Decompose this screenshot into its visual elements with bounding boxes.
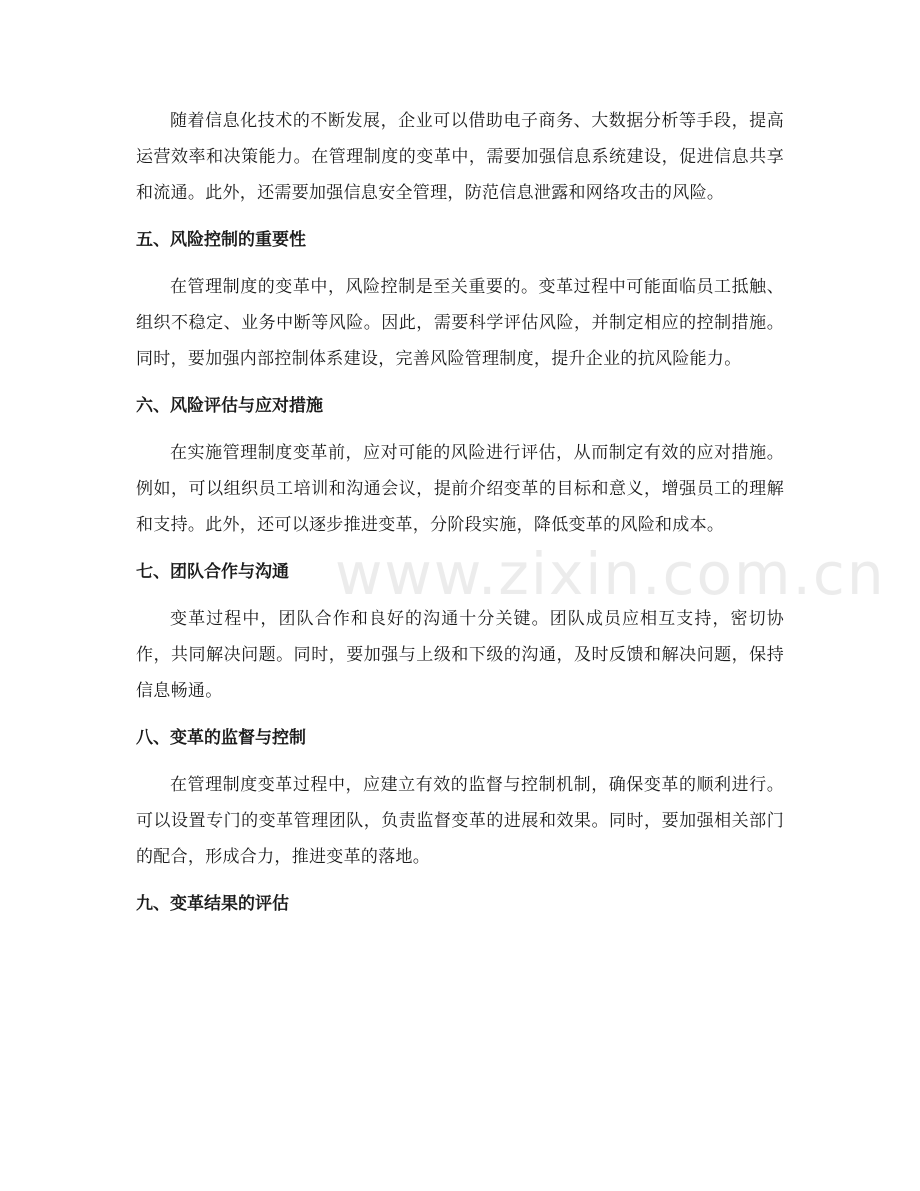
paragraph-teamwork: 变革过程中，团队合作和良好的沟通十分关键。团队成员应相互支持，密切协作，共同解决问题。同时，要加强与上级和下级的沟通，及时反馈和解决问题，保持信息畅通。 <box>136 609 784 701</box>
heading-result-evaluation: 九、变革结果的评估 <box>136 894 289 914</box>
document-body <box>136 103 784 933</box>
paragraph-risk-assessment: 在实施管理制度变革前，应对可能的风险进行评估，从而制定有效的应对措施。例如，可以组织员工培训和沟通会议，提前介绍变革的目标和意义，增强员工的理解和支持。此外，还可以逐步推进变革，分阶段实施，降低变革的风险和成本。 <box>136 443 784 535</box>
watermark-text: www.zixin.com.cn <box>335 540 886 608</box>
heading-risk-control: 五、风险控制的重要性 <box>136 230 306 250</box>
heading-supervision: 八、变革的监督与控制 <box>136 728 306 748</box>
heading-teamwork: 七、团队合作与沟通 <box>136 562 289 582</box>
heading-risk-assessment: 六、风险评估与应对措施 <box>136 396 323 416</box>
paragraph-risk-control: 在管理制度的变革中，风险控制是至关重要的。变革过程中可能面临员工抵触、组织不稳定、业务中断等风险。因此，需要科学评估风险，并制定相应的控制措施。同时，要加强内部控制体系建设，完善风险管理制度，提升企业的抗风险能力。 <box>136 277 784 369</box>
paragraph-info-tech: 随着信息化技术的不断发展，企业可以借助电子商务、大数据分析等手段，提高运营效率和决策能力。在管理制度的变革中，需要加强信息系统建设，促进信息共享和流通。此外，还需要加强信息安全管理，防范信息泄露和网络攻击的风险。 <box>136 111 784 203</box>
paragraph-supervision: 在管理制度变革过程中，应建立有效的监督与控制机制，确保变革的顺利进行。可以设置专门的变革管理团队，负责监督变革的进展和效果。同时，要加强相关部门的配合，形成合力，推进变革的落地。 <box>136 775 784 867</box>
